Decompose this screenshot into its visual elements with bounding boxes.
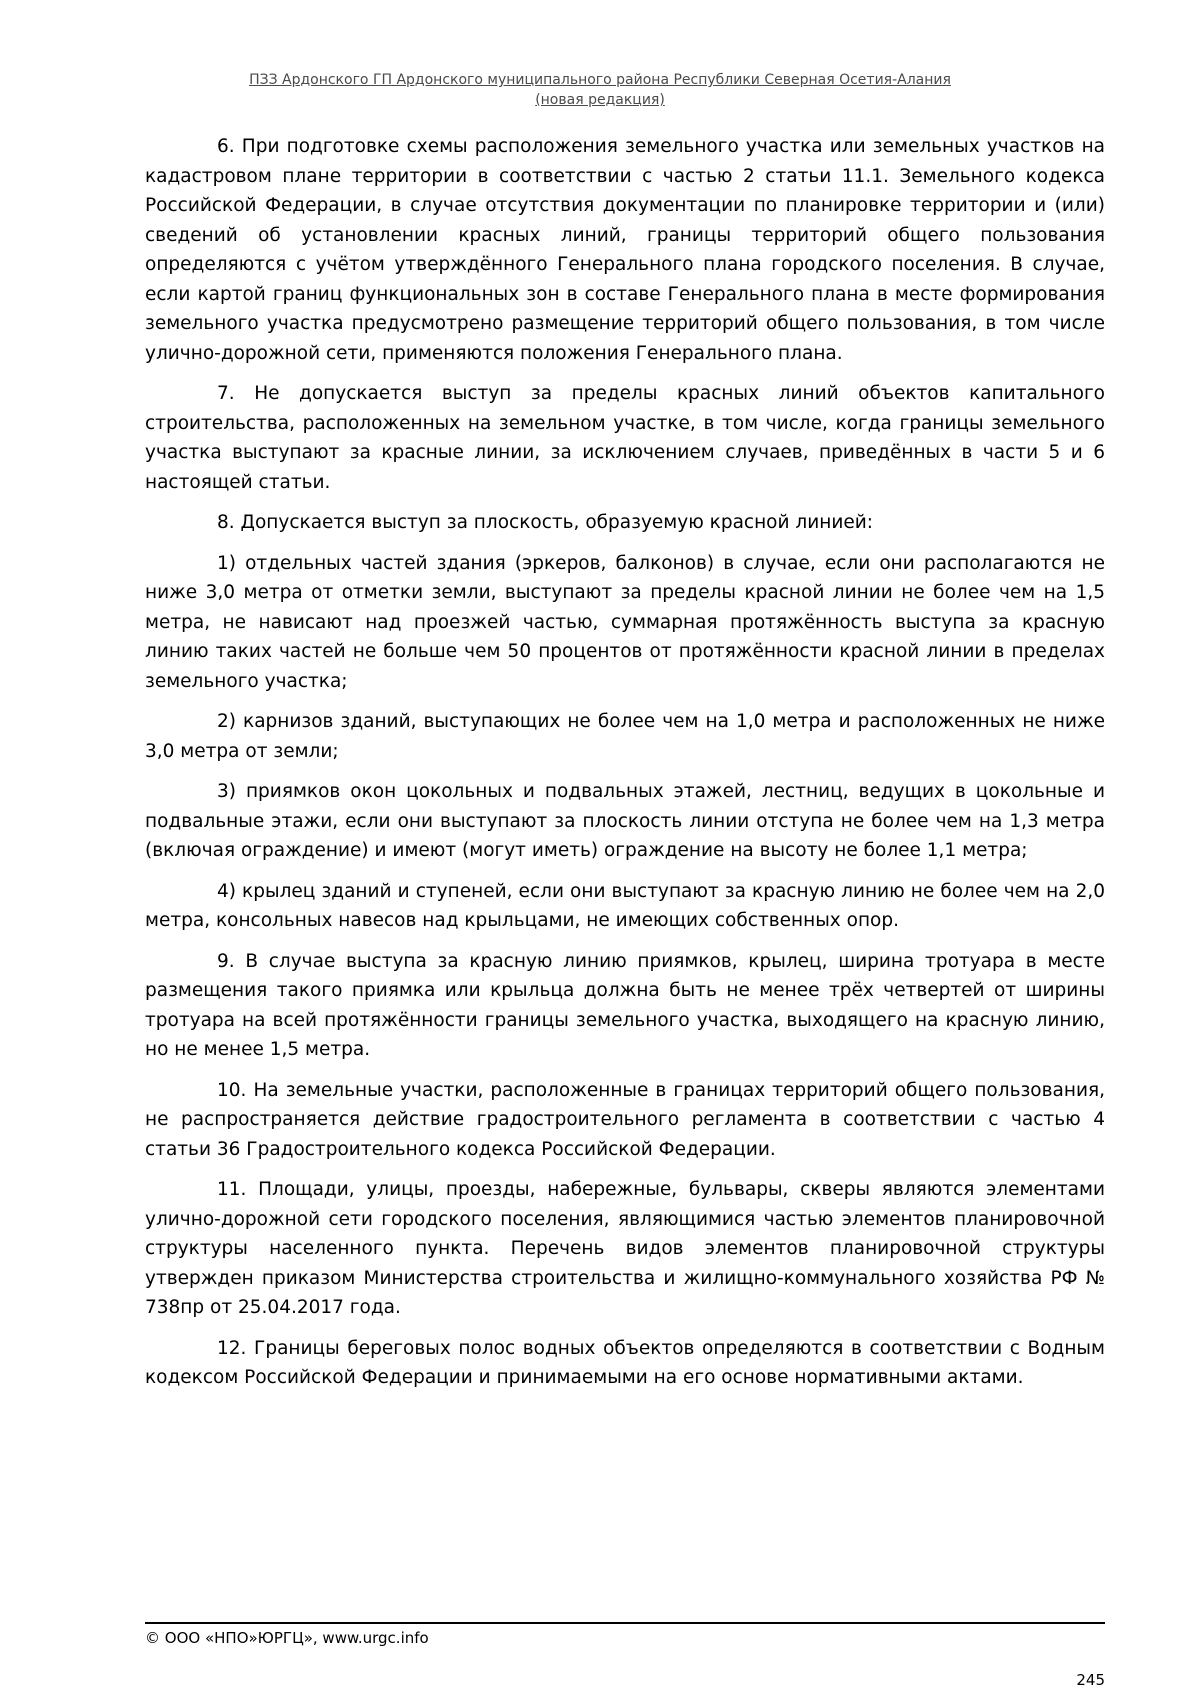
footer-copyright: © ООО «НПО»ЮРГЦ», www.urgc.info <box>145 1629 429 1647</box>
page-number: 245 <box>1076 1671 1105 1689</box>
document-header <box>145 70 1055 110</box>
paragraph-8-item-2: 2) карнизов зданий, выступающих не более чем на 1,0 метра и расположенных не ниже 3,0 метра от земли; <box>145 711 1105 762</box>
paragraph-8-item-4: 4) крылец зданий и ступеней, если они выступают за красную линию не более чем на 2,0 метра, консольных навесов над крыльцами, не имеющих собственных опор. <box>145 880 1105 931</box>
paragraph-9: 9. В случае выступа за красную линию приямков, крылец, ширина тротуара в месте размещения такого приямка или крыльца должна быть не менее трёх четвертей от ширины тротуара на всей протяжённости границы земельного участка, выходящего на красную линию, но не менее 1,5 метра. <box>145 950 1105 1060</box>
paragraph-8-item-1: 1) отдельных частей здания (эркеров, балконов) в случае, если они располагаются не ниже 3,0 метра от отметки земли, выступают за пределы красной линии не более чем на 1,5 метра, не нависают над проезжей частью, суммарная протяжённость выступа за красную линию таких частей не больше чем 50 процентов от протяжённости красной линии в пределах земельного участка; <box>145 552 1105 692</box>
paragraph-7: 7. Не допускается выступ за пределы красных линий объектов капитального строительства, расположенных на земельном участке, в том числе, когда границы земельного участка выступают за красные линии, за исключением случаев, приведённых в части 5 и 6 настоящей статьи. <box>145 383 1105 493</box>
header-subtitle: (новая редакция) <box>535 92 665 108</box>
document-body <box>145 132 1105 1404</box>
paragraph-11: 11. Площади, улицы, проезды, набережные, бульвары, скверы являются элементами улично-дорожной сети городского поселения, являющимися частью элементов планировочной структуры населенного пункта. Перечень видов элементов планировочной структуры утвержден приказом Министерства строительства и жилищно-коммунального хозяйства РФ № 738пр от 25.04.2017 года. <box>145 1179 1105 1318</box>
paragraph-6: 6. При подготовке схемы расположения земельного участка или земельных участков на кадастровом плане территории в соответствии с частью 2 статьи 11.1. Земельного кодекса Российской Федерации, в случае отсутствия документации по планировке территории и (или) сведений об установлении красных линий, границы территорий общего пользования определяются с учётом утверждённого Генерального плана городского поселения. В случае, если картой границ функциональных зон в составе Генерального плана в месте формирования земельного участка предусмотрено размещение территорий общего пользования, в том числе улично-дорожной сети, применяются положения Генерального плана. <box>145 136 1105 364</box>
paragraph-8-item-3: 3) приямков окон цокольных и подвальных этажей, лестниц, ведущих в цокольные и подвальные этажи, если они выступают за плоскость линии отступа не более чем на 1,3 метра (включая ограждение) и имеют (могут иметь) ограждение на высоту не более 1,1 метра; <box>145 781 1105 861</box>
paragraph-8: 8. Допускается выступ за плоскость, образуемую красной линией: <box>217 512 874 533</box>
paragraph-10: 10. На земельные участки, расположенные в границах территорий общего пользования, не распространяется действие градостроительного регламента в соответствии с частью 4 статьи 36 Градостроительного кодекса Российской Федерации. <box>145 1079 1105 1160</box>
paragraph-12: 12. Границы береговых полос водных объектов определяются в соответствии с Водным кодексом Российской Федерации и принимаемыми на его основе нормативными актами. <box>145 1337 1105 1388</box>
footer-divider <box>145 1622 1105 1624</box>
header-title: ПЗЗ Ардонского ГП Ардонского муниципального района Республики Северная Осетия-Алания <box>249 72 951 88</box>
